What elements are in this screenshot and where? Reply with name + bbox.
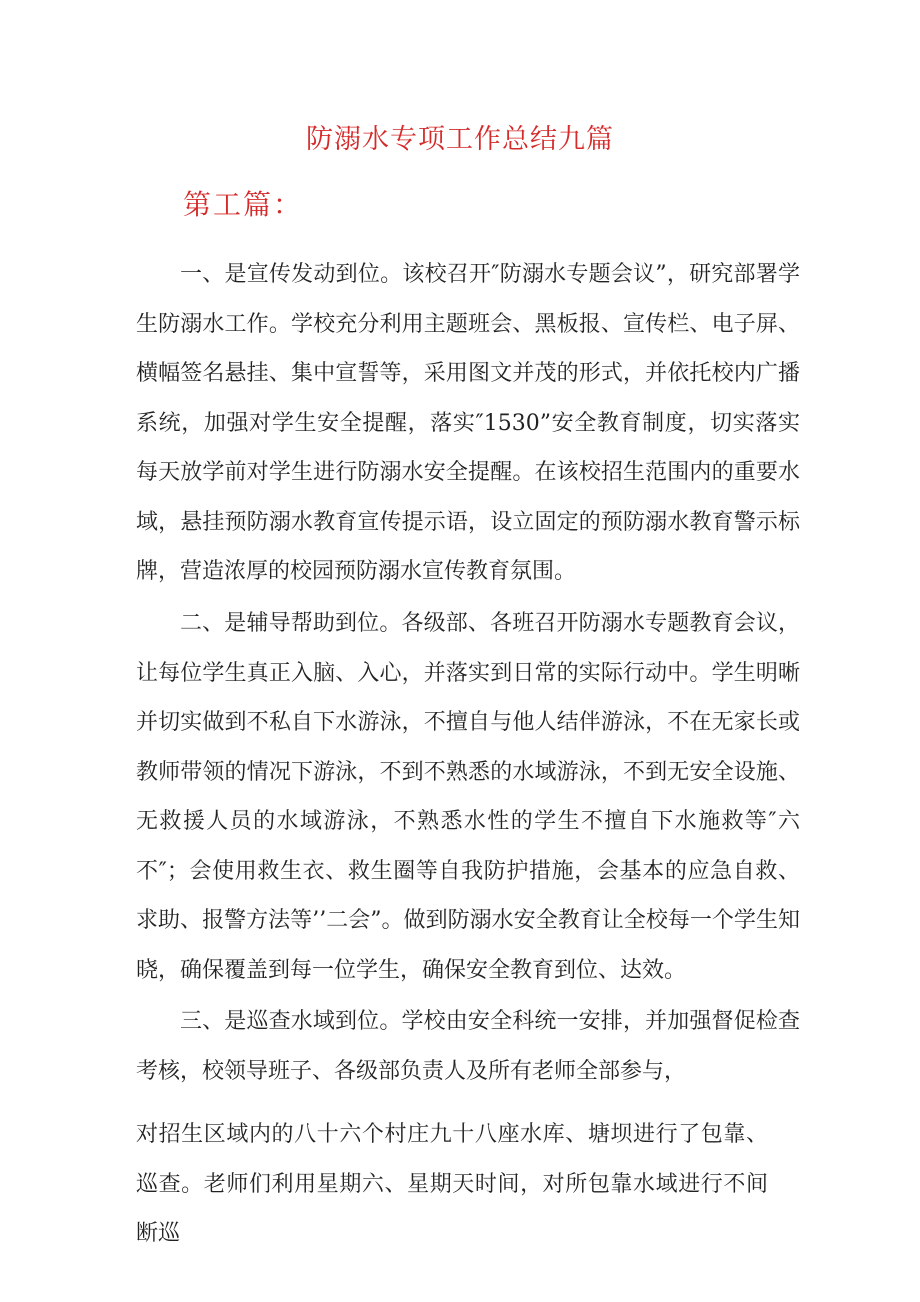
section-heading: 第工篇：: [183, 188, 304, 221]
paragraph-2: 二、是辅导帮助到位。各级部、各班召开防溺水专题教育会议，让每位学生真正入脑、入心，并落实到日常的实际行动中。学生明晰并切实做到不私自下水游泳，不擅自与他人结伴游泳，不在无家长或教师带领的情况下游泳，不到不熟悉的水域游泳，不到无安全设施、无救援人员的水域游泳，不熟悉水性的学生不擅自下水施救等″六不″；会使用救生衣、救生圈等自我防护措施，会基本的应急自救、求助、报警方法等’’二会”。做到防溺水安全教育让全校每一个学生知晓，确保覆盖到每一位学生，确保安全教育到位、达效。: [136, 611, 800, 983]
document-title: 防溺水专项工作总结九篇: [306, 124, 614, 155]
paragraph-1: 一、是宣传发动到位。该校召开″防溺水专题会议”，研究部署学生防溺水工作。学校充分利用主题班会、黑板报、宣传栏、电子屏、横幅签名悬挂、集中宣誓等，采用图文并茂的形式，并依托校内广播系统，加强对学生安全提醒，落实″1530”安全教育制度，切实落实每天放学前对学生进行防溺水安全提醒。在该校招生范围内的重要水域，悬挂预防溺水教育宣传提示语，设立固定的预防溺水教育警示标牌，营造浓厚的校园预防溺水宣传教育氛围。: [136, 262, 800, 584]
paragraph-3: 三、是巡查水域到位。学校由安全科统一安排，并加强督促检查考核，校领导班子、各级部负责人及所有老师全部参与，: [136, 1009, 800, 1084]
paragraph-4: 对招生区域内的八十六个村庄九十八座水库、塘坝进行了包靠、巡查。老师们利用星期六、星期天时间，对所包靠水域进行不间断巡: [136, 1122, 768, 1246]
